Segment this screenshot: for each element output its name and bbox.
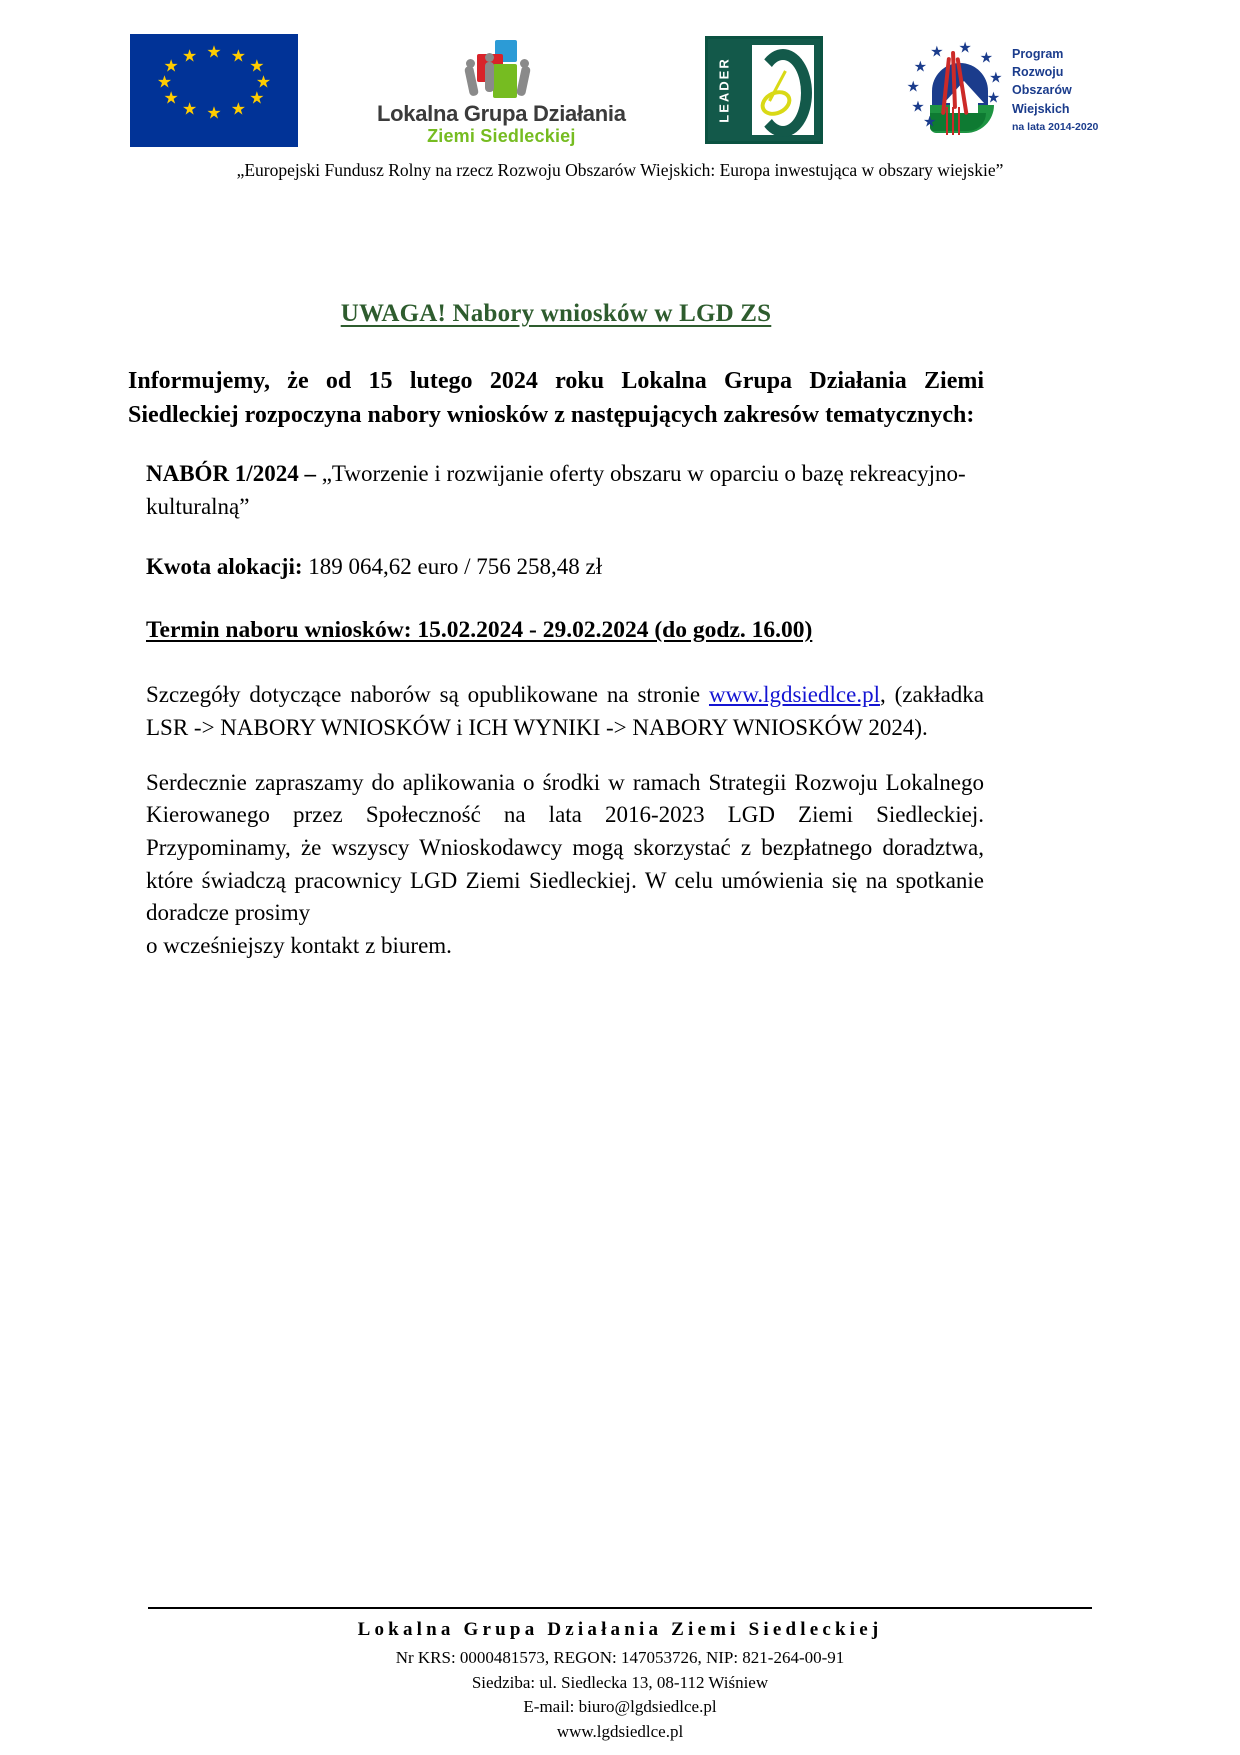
eu-star: ★ bbox=[249, 56, 265, 76]
eu-star: ★ bbox=[182, 99, 198, 119]
footer-organization: Lokalna Grupa Działania Ziemi Siedleckiej bbox=[357, 1619, 883, 1640]
eu-flag-logo bbox=[130, 34, 298, 147]
eu-star: ★ bbox=[230, 46, 246, 66]
eu-star: ★ bbox=[156, 72, 173, 92]
eu-star: ★ bbox=[206, 103, 222, 123]
leader-logo bbox=[705, 36, 823, 144]
eu-star: ★ bbox=[163, 56, 179, 76]
nabor-text: „Tworzenie i rozwijanie oferty obszaru w oparciu o bazę rekreacyjno-kulturalną” bbox=[146, 461, 966, 519]
document-content bbox=[128, 300, 984, 963]
eu-star: ★ bbox=[230, 99, 246, 119]
prow-line1: Program bbox=[1011, 47, 1064, 62]
details-after-link: , (zakładka LSR -> NABORY WNIOSKÓW i ICH WYNIKI -> NABORY WNIOSKÓW 2024). bbox=[146, 682, 984, 741]
nabor-paragraph bbox=[146, 458, 984, 523]
footer-website: www.lgdsiedlce.pl bbox=[556, 1721, 684, 1741]
prow-logo-text bbox=[1012, 45, 1098, 135]
invitation-paragraph: Serdecznie zapraszamy do aplikowania o środki w ramach Strategii Rozwoju Lokalnego Kierowanego przez Społeczność na lata 2016-2023 LGD Ziemi Siedleckiej. Przypominamy, że wszyscy Wnioskodawcy mogą skorzystać z bezpłatnego doradztwa, które świadczą pracownicy LGD Ziemi Siedleckiej. W celu umówienia się na spotkanie doradcze prosimy bbox=[146, 769, 984, 926]
header-logo-bar bbox=[130, 32, 1110, 148]
lgdsiedlce-link[interactable]: www.lgdsiedlce.pl bbox=[708, 682, 880, 708]
invitation-last-line: o wcześniejszy kontakt z biurem. bbox=[146, 933, 452, 959]
details-before-link: Szczegóły dotyczące naborów są opublikowane na stronie bbox=[146, 682, 709, 708]
document-footer bbox=[148, 1607, 1092, 1745]
eu-funding-slogan: „Europejski Fundusz Rolny na rzecz Rozwoju Obszarów Wiejskich: Europa inwestująca w obszary wiejskie” bbox=[236, 160, 1004, 180]
prow-years: na lata 2014-2020 bbox=[1011, 120, 1099, 133]
kwota-value: 189 064,62 euro / 756 258,48 zł bbox=[302, 554, 603, 580]
lgd-people-icon bbox=[441, 40, 561, 100]
prow-line3: Obszarów bbox=[1011, 83, 1072, 98]
kwota-label: Kwota alokacji: bbox=[146, 554, 303, 580]
lgd-logo-line1: Lokalna Grupa Działania bbox=[377, 100, 626, 126]
footer-address: Siedziba: ul. Siedlecka 13, 08-112 Wiśniew bbox=[471, 1672, 769, 1692]
leader-logo-text: LEADER bbox=[716, 57, 732, 123]
eu-star: ★ bbox=[255, 72, 272, 92]
lgd-ziemi-siedleckiej-logo bbox=[367, 32, 635, 148]
prow-emblem-icon: ★ ★ ★ ★ ★ ★ ★ ★ ★ bbox=[892, 35, 1010, 145]
eu-star: ★ bbox=[163, 88, 179, 108]
page-title: UWAGA! Nabory wniosków w LGD ZS bbox=[340, 300, 772, 327]
footer-divider bbox=[148, 1607, 1092, 1609]
termin-naboru: Termin naboru wniosków: 15.02.2024 - 29.02.2024 (do godz. 16.00) bbox=[146, 617, 813, 644]
footer-registration: Nr KRS: 0000481573, REGON: 147053726, NIP: 821-264-00-91 bbox=[395, 1648, 845, 1667]
eu-star: ★ bbox=[206, 42, 222, 62]
lgd-logo-line2: Ziemi Siedleckiej bbox=[427, 125, 576, 146]
eu-star: ★ bbox=[182, 46, 198, 66]
eu-star: ★ bbox=[249, 88, 265, 108]
intro-paragraph: Informujemy, że od 15 lutego 2024 roku Lokalna Grupa Działania Ziemi Siedleckiej rozpoczyna nabory wniosków z następujących zakresów tematycznych: bbox=[128, 368, 984, 429]
nabor-label: NABÓR 1/2024 – bbox=[146, 461, 322, 487]
prow-line2: Rozwoju bbox=[1011, 65, 1064, 80]
details-paragraph bbox=[146, 679, 984, 744]
prow-logo bbox=[892, 34, 1110, 146]
kwota-alokacji-paragraph bbox=[146, 551, 984, 584]
footer-email: E-mail: biuro@lgdsiedlce.pl bbox=[523, 1697, 717, 1717]
prow-line4: Wiejskich bbox=[1011, 101, 1070, 116]
